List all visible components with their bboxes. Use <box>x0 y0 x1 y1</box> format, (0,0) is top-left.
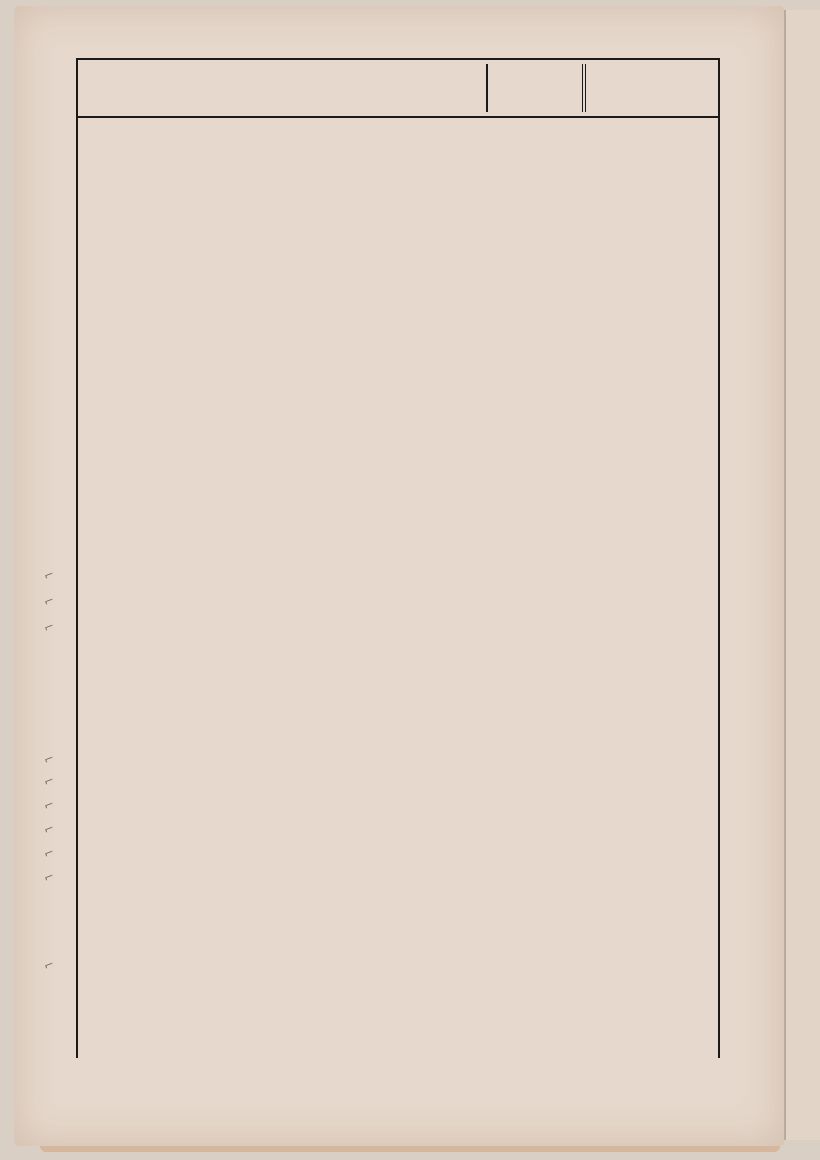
table-header <box>78 60 718 118</box>
pencil-mark: ⌐ <box>41 844 57 862</box>
pencil-mark: ⌐ <box>41 868 57 886</box>
next-page-edge <box>784 10 820 1140</box>
pencil-mark: ⌐ <box>41 750 57 768</box>
pencil-mark: ⌐ <box>41 566 57 584</box>
pencil-mark: ⌐ <box>41 772 57 790</box>
pencil-mark: ⌐ <box>41 618 57 636</box>
pencil-mark: ⌐ <box>41 820 57 838</box>
pencil-mark: ⌐ <box>41 592 57 610</box>
pencil-mark: ⌐ <box>41 796 57 814</box>
pencil-mark: ⌐ <box>41 956 57 974</box>
moon-column-header <box>582 64 722 112</box>
sun-column-header <box>486 64 582 112</box>
calendar-table <box>76 58 720 1058</box>
